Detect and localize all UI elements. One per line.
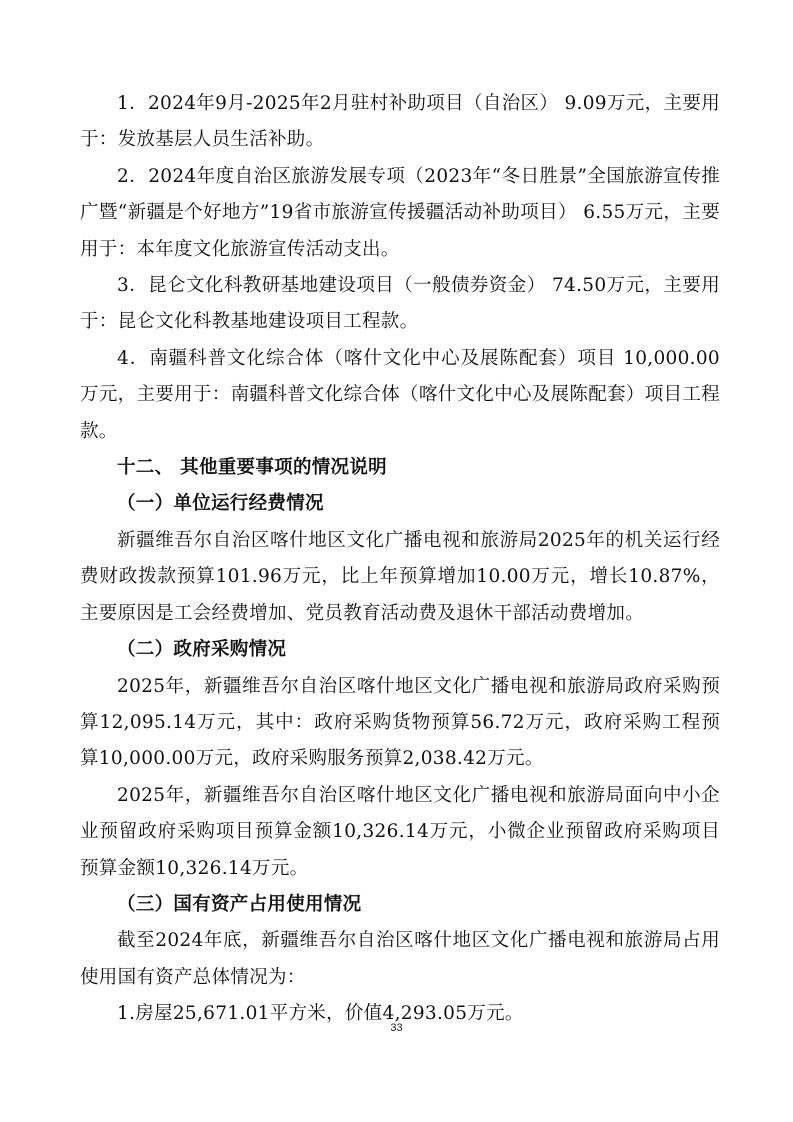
subsection-heading-state-assets: （三）国有资产占用使用情况 xyxy=(117,893,362,915)
subsection-heading-procurement: （二）政府采购情况 xyxy=(117,639,287,661)
paragraph-state-assets-buildings: 1.房屋25,671.01平方米，价值4,293.05万元。 xyxy=(117,1003,524,1025)
subsection-heading-operating-expenses: （一）单位运行经费情况 xyxy=(117,493,324,515)
paragraph-procurement-budget: 2025年，新疆维吾尔自治区喀什地区文化广播电视和旅游局政府采购预算12,095.14万元，其中：政府采购货物预算56.72万元，政府采购工程预算10,000.00万元，政府采购服务预算2,038.42万元。 xyxy=(80,675,720,770)
document-body xyxy=(80,86,720,1033)
paragraph-operating-expenses: 新疆维吾尔自治区喀什地区文化广播电视和旅游局2025年的机关运行经费财政拨款预算101.96万元，比上年预算增加10.00万元，增长10.87%，主要原因是工会经费增加、党员教育活动费及退休干部活动费增加。 xyxy=(80,529,720,624)
section-heading-12: 十二、 其他重要事项的情况说明 xyxy=(117,457,387,479)
page-number: 33 xyxy=(390,1022,403,1034)
paragraph-item-4: 4．南疆科普文化综合体（喀什文化中心及展陈配套）项目 10,000.00万元，主要用于：南疆科普文化综合体（喀什文化中心及展陈配套）项目工程款。 xyxy=(80,347,720,442)
paragraph-item-1: 1．2024年9月-2025年2月驻村补助项目（自治区） 9.09万元，主要用于：发放基层人员生活补助。 xyxy=(80,93,720,151)
paragraph-procurement-sme: 2025年，新疆维吾尔自治区喀什地区文化广播电视和旅游局面向中小企业预留政府采购项目预算金额10,326.14万元，小微企业预留政府采购项目预算金额10,326.14万元。 xyxy=(80,784,720,879)
paragraph-item-2: 2．2024年度自治区旅游发展专项（2023年“冬日胜景”全国旅游宣传推广暨“新疆是个好地方”19省市旅游宣传援疆活动补助项目） 6.55万元，主要用于：本年度文化旅游宣传活动支出。 xyxy=(80,165,720,260)
paragraph-item-3: 3．昆仑文化科教研基地建设项目（一般债券资金） 74.50万元，主要用于：昆仑文化科教基地建设项目工程款。 xyxy=(80,275,720,333)
paragraph-state-assets: 截至2024年底，新疆维吾尔自治区喀什地区文化广播电视和旅游局占用使用国有资产总体情况为： xyxy=(80,930,720,988)
